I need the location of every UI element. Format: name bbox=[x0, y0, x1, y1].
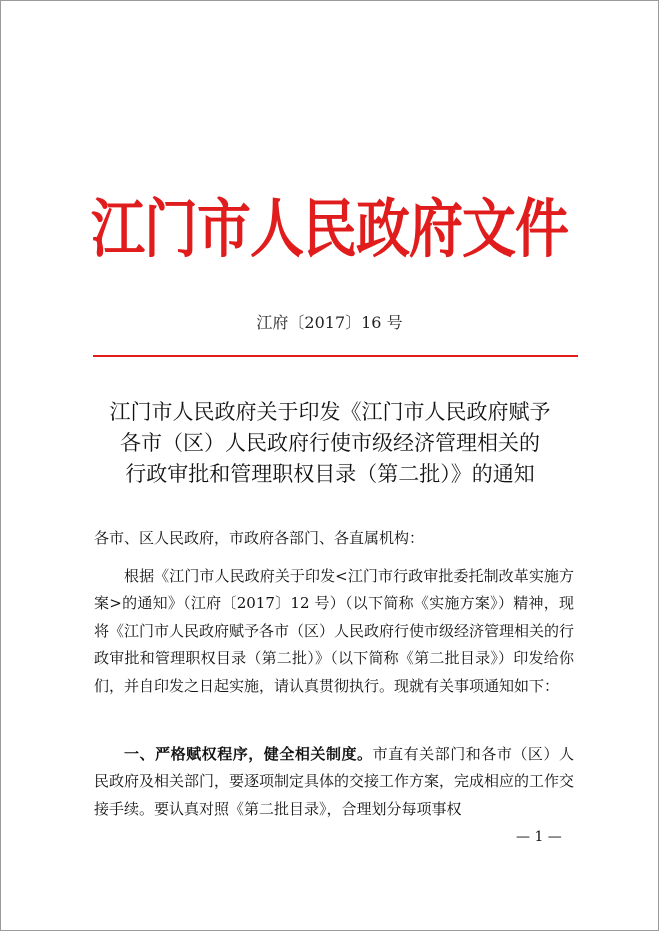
red-divider-line bbox=[93, 355, 578, 357]
document-number: 江府〔2017〕16 号 bbox=[256, 313, 403, 332]
notice-title-line-1: 江门市人民政府关于印发《江门市人民政府赋予 bbox=[109, 400, 551, 424]
document-header-title: 江门市人民政府文件 bbox=[91, 191, 568, 267]
notice-title bbox=[71, 397, 589, 490]
notice-title-line-2: 各市（区）人民政府行使市级经济管理相关的 bbox=[120, 431, 540, 455]
addressee-line: 各市、区人民政府，市政府各部门、各直属机构： bbox=[94, 529, 425, 547]
notice-title-line-3: 行政审批和管理职权目录（第二批）》的通知 bbox=[125, 462, 535, 486]
body-paragraph-2 bbox=[94, 741, 574, 823]
body-paragraph-1: 根据《江门市人民政府关于印发<江门市行政审批委托制改革实施方案>的通知》（江府〔2017〕12 号）（以下简称《实施方案》）精神，现将《江门市人民政府赋予各市（区）人民政府行使市级经济管理相关的行政审批和管理职权目录（第二批）》（以下简称《第二批目录》）印发给你们，并自印发之日起实施，请认真贯彻执行。现就有关事项通知如下： bbox=[94, 567, 575, 695]
page-number: — 1 — bbox=[516, 829, 562, 845]
section-heading-1: 一、严格赋权程序，健全相关制度。 bbox=[124, 745, 373, 763]
section-1-text: 市直有关部门和各市（区）人民政府及相关部门，要逐项制定具体的交接工作方案，完成相应的工作交接手续。要认真对照《第二批目录》，合理划分每项事权 bbox=[94, 745, 575, 818]
